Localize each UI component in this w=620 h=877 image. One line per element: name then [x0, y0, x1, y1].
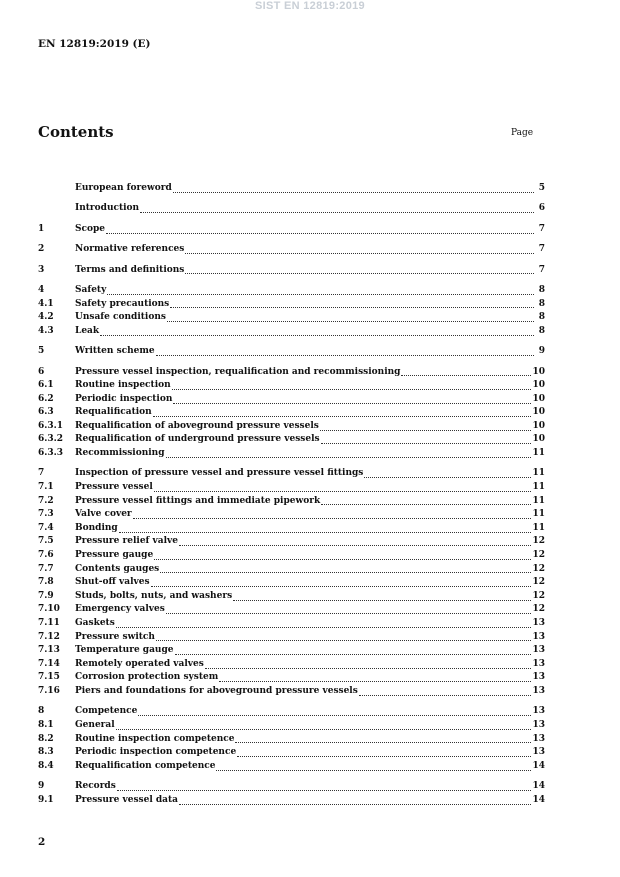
toc-entry-title: Valve cover — [75, 509, 132, 520]
toc-entry-page: 11 — [532, 482, 545, 493]
toc-entry-title: Temperature gauge — [75, 645, 174, 656]
toc-dot-leader — [179, 795, 531, 805]
toc-entry[interactable] — [38, 746, 545, 760]
toc-dot-leader — [321, 495, 531, 505]
toc-entry[interactable] — [38, 223, 545, 237]
page-number: 2 — [38, 836, 46, 848]
toc-entry-number: 7.7 — [38, 563, 54, 574]
toc-entry-number: 8.1 — [38, 719, 54, 730]
toc-entry[interactable] — [38, 447, 545, 461]
toc-entry-number: 3 — [38, 264, 45, 275]
toc-dot-leader — [173, 183, 534, 193]
toc-entry-number: 6.3.2 — [38, 434, 64, 445]
toc-entry-page: 12 — [532, 590, 545, 601]
toc-dot-leader — [151, 577, 532, 587]
toc-entry-title: Pressure vessel data — [75, 794, 178, 805]
toc-dot-leader — [133, 509, 532, 519]
toc-entry-title: Studs, bolts, nuts, and washers — [75, 590, 233, 601]
toc-entry-title: Safety precautions — [75, 298, 170, 309]
toc-dot-leader — [160, 563, 531, 573]
toc-entry-page: 13 — [532, 618, 545, 628]
toc-entry-number: 7.15 — [38, 672, 60, 683]
toc-entry-title: Leak — [75, 325, 100, 336]
toc-entry[interactable] — [38, 631, 545, 645]
toc-entry-title: Safety — [75, 284, 107, 295]
toc-entry-title: Contents gauges — [75, 563, 160, 574]
toc-entry[interactable] — [38, 495, 545, 509]
toc-dot-leader — [154, 482, 532, 492]
toc-entry[interactable] — [38, 264, 545, 278]
toc-dot-leader — [156, 631, 532, 641]
toc-entry-title: Records — [75, 781, 116, 792]
toc-entry[interactable] — [38, 481, 545, 495]
toc-entry-number: 6 — [38, 366, 45, 377]
toc-entry-title: Pressure gauge — [75, 550, 154, 561]
toc-entry-title: Scope — [75, 223, 106, 234]
toc-entry-number: 5 — [38, 346, 45, 357]
toc-dot-leader — [364, 468, 531, 478]
toc-entry[interactable] — [38, 644, 545, 658]
toc-entry-page: 10 — [532, 366, 545, 377]
toc-entry-page: 13 — [532, 719, 545, 730]
toc-entry-title: Corrosion protection system — [75, 672, 219, 683]
toc-entry[interactable] — [38, 603, 545, 617]
table-of-contents — [38, 182, 545, 807]
toc-entry-number: 8.3 — [38, 747, 54, 758]
toc-entry-page: 9 — [538, 346, 545, 357]
toc-entry[interactable] — [38, 379, 545, 393]
toc-entry-page: 11 — [532, 495, 545, 506]
toc-entry-number: 7.1 — [38, 482, 54, 493]
toc-entry[interactable] — [38, 433, 545, 447]
toc-entry[interactable] — [38, 311, 545, 325]
toc-entry-number: 6.3.3 — [38, 448, 64, 459]
toc-dot-leader — [172, 380, 532, 390]
toc-entry[interactable] — [38, 733, 545, 747]
toc-entry-title: Pressure vessel — [75, 482, 153, 493]
document-id: EN 12819:2019 (E) — [38, 38, 151, 50]
toc-entry-title: Written scheme — [75, 346, 155, 357]
toc-entry[interactable] — [38, 420, 545, 434]
toc-entry[interactable] — [38, 671, 545, 685]
toc-entry-title: Normative references — [75, 244, 185, 255]
toc-entry-page: 11 — [532, 468, 545, 479]
toc-dot-leader — [233, 591, 531, 601]
toc-entry[interactable] — [38, 780, 545, 794]
toc-entry-page: 10 — [532, 393, 545, 404]
toc-entry-number: 2 — [38, 244, 45, 255]
toc-entry[interactable] — [38, 535, 545, 549]
toc-entry[interactable] — [38, 406, 545, 420]
toc-entry-number: 7.13 — [38, 645, 60, 656]
toc-entry-title: Gaskets — [75, 618, 115, 628]
toc-entry-number: 4 — [38, 284, 45, 295]
toc-entry-title: Bonding — [75, 522, 118, 533]
toc-entry-page: 5 — [538, 183, 545, 193]
toc-entry-page: 14 — [532, 781, 545, 792]
toc-entry-title: Routine inspection competence — [75, 733, 235, 744]
toc-entry[interactable] — [38, 719, 545, 733]
toc-dot-leader — [185, 244, 534, 254]
toc-entry[interactable] — [38, 345, 545, 359]
toc-entry-page: 10 — [532, 420, 545, 431]
toc-entry-page: 10 — [532, 407, 545, 418]
toc-entry-page: 13 — [532, 747, 545, 758]
toc-dot-leader — [166, 448, 532, 458]
toc-dot-leader — [106, 224, 534, 234]
toc-entry-title: Periodic inspection — [75, 393, 173, 404]
toc-dot-leader — [167, 312, 534, 322]
toc-entry-page: 7 — [538, 244, 545, 255]
toc-entry-number: 7.6 — [38, 550, 54, 561]
toc-dot-leader — [359, 686, 532, 696]
toc-entry-number: 7.10 — [38, 604, 60, 615]
toc-dot-leader — [185, 264, 534, 274]
toc-entry-number: 9.1 — [38, 794, 54, 805]
toc-entry-page: 8 — [538, 284, 545, 295]
toc-dot-leader — [116, 618, 532, 628]
toc-entry-page: 13 — [532, 658, 545, 669]
toc-dot-leader — [107, 285, 534, 295]
toc-entry-title: Requalification competence — [75, 760, 216, 771]
toc-entry-title: Periodic inspection competence — [75, 747, 237, 758]
watermark: SIST EN 12819:2019 — [255, 0, 365, 12]
toc-entry-title: Remotely operated valves — [75, 658, 204, 669]
toc-entry-page: 11 — [532, 522, 545, 533]
toc-entry-page: 11 — [532, 448, 545, 459]
toc-entry-title: Emergency valves — [75, 604, 165, 615]
toc-entry[interactable] — [38, 182, 545, 196]
toc-entry-title: Terms and definitions — [75, 264, 185, 275]
toc-dot-leader — [175, 645, 532, 655]
toc-entry-title: Competence — [75, 706, 138, 717]
toc-entry[interactable] — [38, 325, 545, 339]
toc-entry-number: 7.2 — [38, 495, 54, 506]
toc-entry-title: Piers and foundations for aboveground pressure vessels — [75, 685, 358, 696]
toc-entry-number: 7.4 — [38, 522, 54, 533]
toc-entry[interactable] — [38, 467, 545, 481]
toc-entry-number: 7.12 — [38, 631, 60, 642]
toc-entry-number: 4.1 — [38, 298, 54, 309]
toc-entry[interactable] — [38, 243, 545, 257]
toc-entry-page: 13 — [532, 631, 545, 642]
toc-entry-page: 10 — [532, 380, 545, 391]
toc-entry-title: Pressure relief valve — [75, 536, 178, 547]
toc-entry-number: 7.11 — [38, 618, 60, 628]
toc-entry-page: 13 — [532, 645, 545, 656]
toc-entry-number: 7.16 — [38, 685, 60, 696]
toc-entry-number: 4.3 — [38, 325, 54, 336]
toc-entry-title: Shut-off valves — [75, 577, 150, 588]
toc-entry-title: Pressure switch — [75, 631, 155, 642]
toc-entry-page: 6 — [538, 203, 545, 214]
toc-entry-number: 7.8 — [38, 577, 54, 588]
toc-entry-page: 8 — [538, 312, 545, 323]
toc-dot-leader — [138, 706, 531, 716]
toc-entry-number: 7.14 — [38, 658, 60, 669]
toc-entry-page: 11 — [532, 509, 545, 520]
toc-entry-number: 7.9 — [38, 590, 54, 601]
page-column-label: Page — [511, 128, 534, 138]
toc-entry-title: Recommissioning — [75, 448, 165, 459]
toc-entry[interactable] — [38, 202, 545, 216]
toc-entry-number: 6.1 — [38, 380, 54, 391]
toc-entry-page: 13 — [532, 685, 545, 696]
contents-heading: Contents — [38, 123, 114, 141]
toc-entry-page: 14 — [532, 760, 545, 771]
toc-entry-number: 1 — [38, 223, 45, 234]
toc-entry-number: 7 — [38, 468, 45, 479]
toc-dot-leader — [100, 326, 534, 336]
toc-entry[interactable] — [38, 549, 545, 563]
toc-entry-number: 8.2 — [38, 733, 54, 744]
toc-entry-page: 14 — [532, 794, 545, 805]
toc-entry-title: Inspection of pressure vessel and pressure vessel fittings — [75, 468, 364, 479]
toc-entry-number: 9 — [38, 781, 45, 792]
toc-entry-title: Unsafe conditions — [75, 312, 166, 323]
toc-entry[interactable] — [38, 590, 545, 604]
toc-entry[interactable] — [38, 760, 545, 774]
toc-entry-page: 13 — [532, 706, 545, 717]
toc-dot-leader — [320, 421, 532, 431]
toc-entry[interactable] — [38, 576, 545, 590]
toc-entry[interactable] — [38, 284, 545, 298]
toc-entry-page: 8 — [538, 298, 545, 309]
toc-entry-page: 13 — [532, 733, 545, 744]
toc-entry[interactable] — [38, 298, 545, 312]
toc-entry-number: 8.4 — [38, 760, 54, 771]
toc-entry-title: General — [75, 719, 115, 730]
toc-entry-page: 7 — [538, 223, 545, 234]
toc-dot-leader — [166, 604, 532, 614]
toc-dot-leader — [235, 733, 531, 743]
toc-dot-leader — [205, 659, 532, 669]
toc-entry[interactable] — [38, 658, 545, 672]
toc-entry-number: 7.5 — [38, 536, 54, 547]
toc-entry[interactable] — [38, 617, 545, 631]
toc-entry-page: 12 — [532, 536, 545, 547]
toc-entry[interactable] — [38, 366, 545, 380]
toc-dot-leader — [173, 394, 531, 404]
toc-entry-page: 12 — [532, 577, 545, 588]
toc-entry[interactable] — [38, 393, 545, 407]
toc-entry-number: 7.3 — [38, 509, 54, 520]
toc-dot-leader — [154, 550, 531, 560]
toc-entry-page: 8 — [538, 325, 545, 336]
toc-entry-title: Routine inspection — [75, 380, 171, 391]
toc-entry-number: 6.3 — [38, 407, 54, 418]
toc-entry[interactable] — [38, 685, 545, 699]
toc-entry-page: 12 — [532, 604, 545, 615]
toc-entry-number: 6.3.1 — [38, 420, 64, 431]
toc-entry-title: Introduction — [75, 203, 140, 214]
toc-entry-page: 7 — [538, 264, 545, 275]
toc-entry-page: 10 — [532, 434, 545, 445]
toc-dot-leader — [153, 407, 532, 417]
toc-entry[interactable] — [38, 705, 545, 719]
toc-entry-title: Pressure vessel inspection, requalification and recommissioning — [75, 366, 401, 377]
toc-entry-page: 12 — [532, 563, 545, 574]
toc-dot-leader — [321, 434, 532, 444]
toc-entry-page: 13 — [532, 672, 545, 683]
toc-entry[interactable] — [38, 522, 545, 536]
toc-dot-leader — [216, 761, 531, 771]
toc-dot-leader — [237, 747, 531, 757]
toc-entry-title: Requalification — [75, 407, 152, 418]
toc-dot-leader — [117, 781, 532, 791]
toc-entry-title: European foreword — [75, 183, 172, 193]
toc-entry[interactable] — [38, 508, 545, 522]
toc-dot-leader — [219, 672, 531, 682]
toc-dot-leader — [140, 203, 534, 213]
toc-entry[interactable] — [38, 794, 545, 808]
toc-dot-leader — [156, 346, 534, 356]
toc-entry-page: 12 — [532, 550, 545, 561]
toc-dot-leader — [170, 298, 534, 308]
toc-entry-title: Requalification of underground pressure vessels — [75, 434, 320, 445]
toc-entry-title: Requalification of aboveground pressure vessels — [75, 420, 319, 431]
toc-entry-number: 4.2 — [38, 312, 54, 323]
toc-dot-leader — [116, 720, 532, 730]
toc-dot-leader — [119, 523, 532, 533]
toc-dot-leader — [401, 366, 531, 376]
toc-entry-number: 8 — [38, 706, 45, 717]
toc-entry[interactable] — [38, 563, 545, 577]
toc-dot-leader — [179, 536, 531, 546]
toc-entry-title: Pressure vessel fittings and immediate pipework — [75, 495, 321, 506]
toc-entry-number: 6.2 — [38, 393, 54, 404]
